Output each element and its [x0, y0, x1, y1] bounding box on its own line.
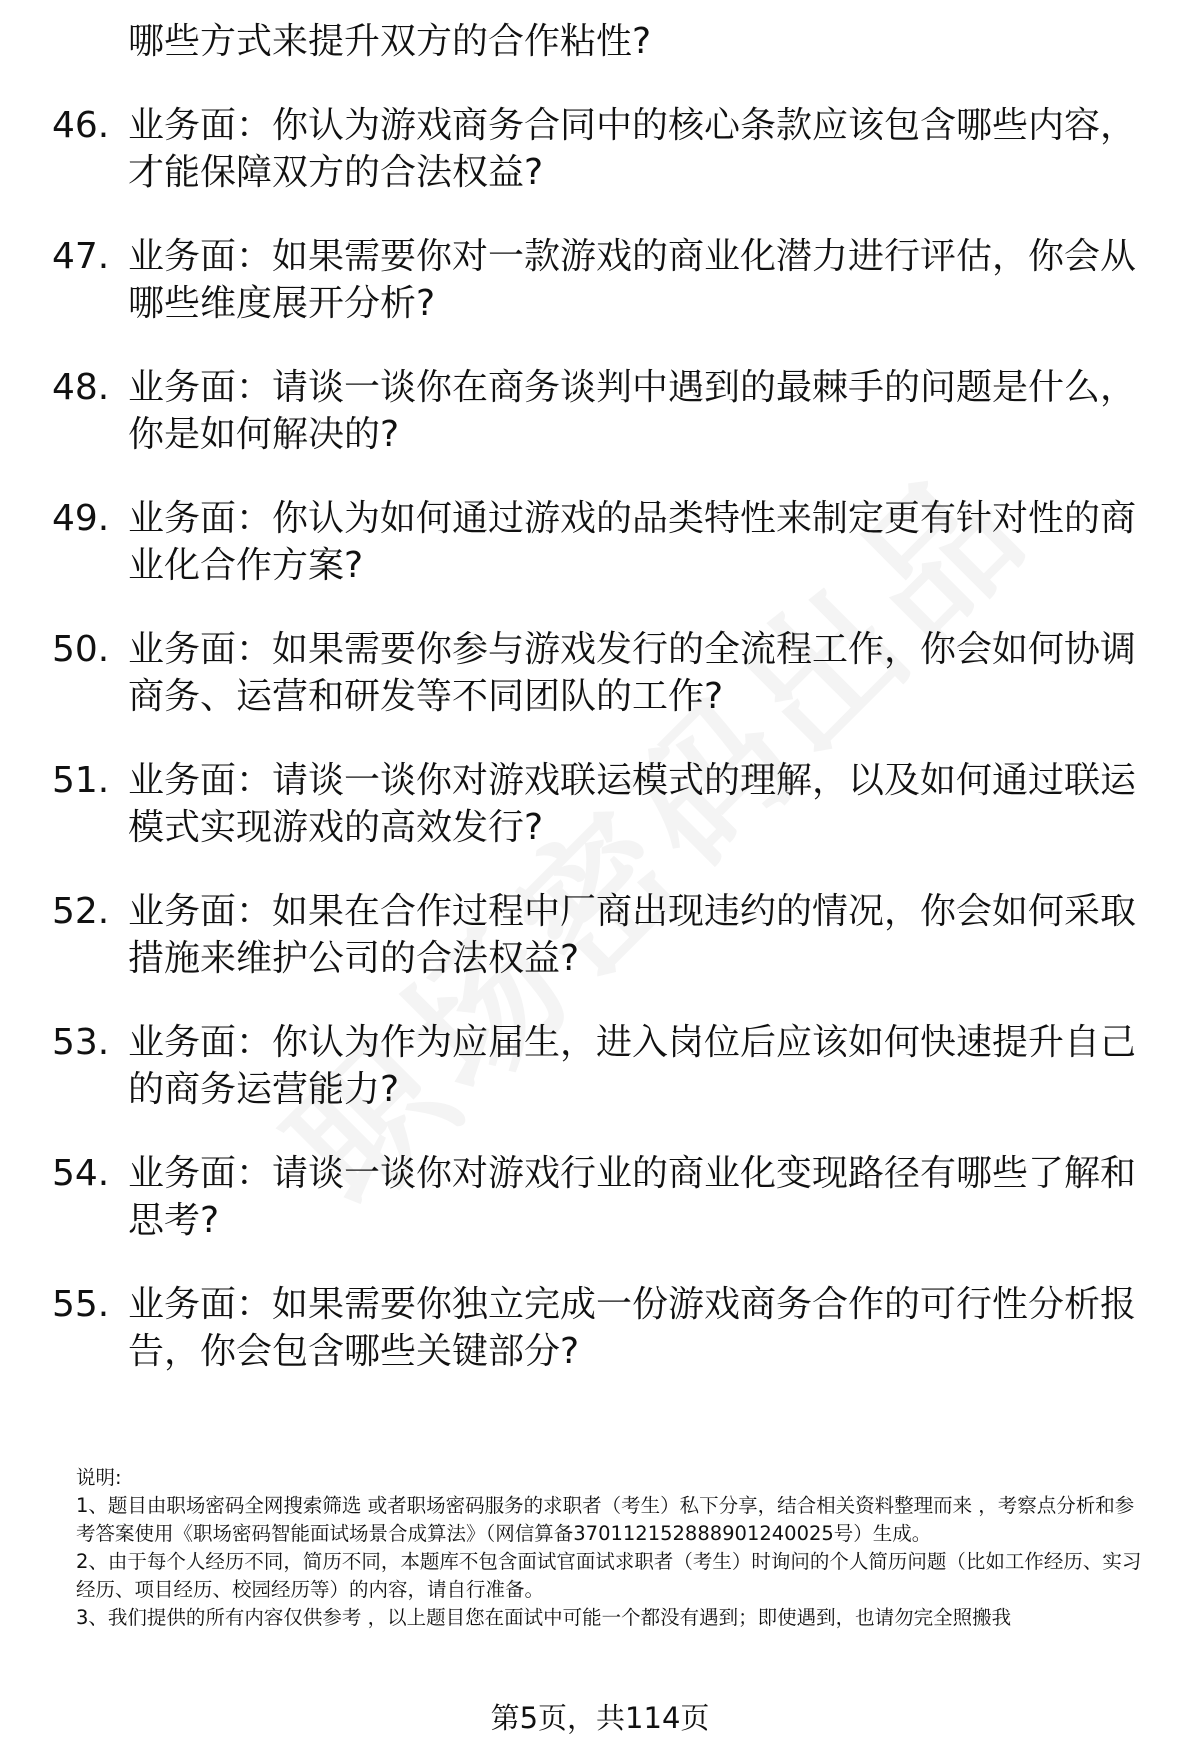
question-item — [52, 1281, 1140, 1375]
question-continuation: 哪些方式来提升双方的合作粘性? — [128, 21, 652, 62]
question-item — [52, 626, 1140, 720]
question-text: 业务面：如果在合作过程中厂商出现违约的情况，你会如何采取措施来维护公司的合法权益? — [128, 891, 1137, 979]
question-text: 业务面：你认为游戏商务合同中的核心条款应该包含哪些内容，才能保障双方的合法权益? — [128, 105, 1137, 193]
question-item — [52, 1150, 1140, 1244]
question-item — [52, 1019, 1140, 1113]
question-text: 业务面：请谈一谈你在商务谈判中遇到的最棘手的问题是什么，你是如何解决的? — [128, 367, 1137, 455]
question-item — [52, 102, 1140, 196]
question-item — [52, 233, 1140, 327]
page-number-footer: 第5页，共114页 — [490, 1701, 710, 1735]
question-number: 50. — [52, 629, 110, 670]
question-number: 48. — [52, 367, 110, 408]
question-number: 53. — [52, 1022, 110, 1063]
note-item: 1、题目由职场密码全网搜索筛选 或者职场密码服务的求职者（考生）私下分享，结合相关资料整理而来 ，考察点分析和参考答案使用《职场密码智能面试场景合成算法》（网信算备370112152888901240025号）生成。 — [76, 1494, 1135, 1545]
question-text: 业务面：请谈一谈你对游戏行业的商业化变现路径有哪些了解和思考? — [128, 1153, 1137, 1241]
question-number: 47. — [52, 236, 110, 277]
question-item — [52, 364, 1140, 458]
question-text: 业务面：如果需要你独立完成一份游戏商务合作的可行性分析报告，你会包含哪些关键部分? — [128, 1284, 1137, 1372]
question-number: 49. — [52, 498, 110, 539]
question-text: 业务面：你认为作为应届生，进入岗位后应该如何快速提升自己的商务运营能力? — [128, 1022, 1137, 1110]
question-number: 46. — [52, 105, 110, 146]
question-text: 业务面：请谈一谈你对游戏联运模式的理解，以及如何通过联运模式实现游戏的高效发行? — [128, 760, 1137, 848]
note-item: 2、由于每个人经历不同，简历不同，本题库不包含面试官面试求职者（考生）时询问的个人简历问题（比如工作经历、实习经历、项目经历、校园经历等）的内容，请自行准备。 — [76, 1550, 1142, 1601]
question-number: 55. — [52, 1284, 110, 1325]
question-item — [52, 888, 1140, 982]
question-number: 54. — [52, 1153, 110, 1194]
question-text: 业务面：你认为如何通过游戏的品类特性来制定更有针对性的商业化合作方案? — [128, 498, 1137, 586]
question-number: 51. — [52, 760, 110, 801]
question-text: 业务面：如果需要你对一款游戏的商业化潜力进行评估，你会从哪些维度展开分析? — [128, 236, 1137, 324]
question-number: 52. — [52, 891, 110, 932]
question-item — [52, 757, 1140, 851]
note-item: 3、我们提供的所有内容仅供参考 ，以上题目您在面试中可能一个都没有遇到；即使遇到，也请勿完全照搬我 — [76, 1606, 1012, 1629]
notes-section — [76, 1464, 1148, 1632]
question-item — [52, 495, 1140, 589]
question-text: 业务面：如果需要你参与游戏发行的全流程工作，你会如何协调商务、运营和研发等不同团队的工作? — [128, 629, 1137, 717]
notes-heading: 说明: — [76, 1466, 122, 1489]
